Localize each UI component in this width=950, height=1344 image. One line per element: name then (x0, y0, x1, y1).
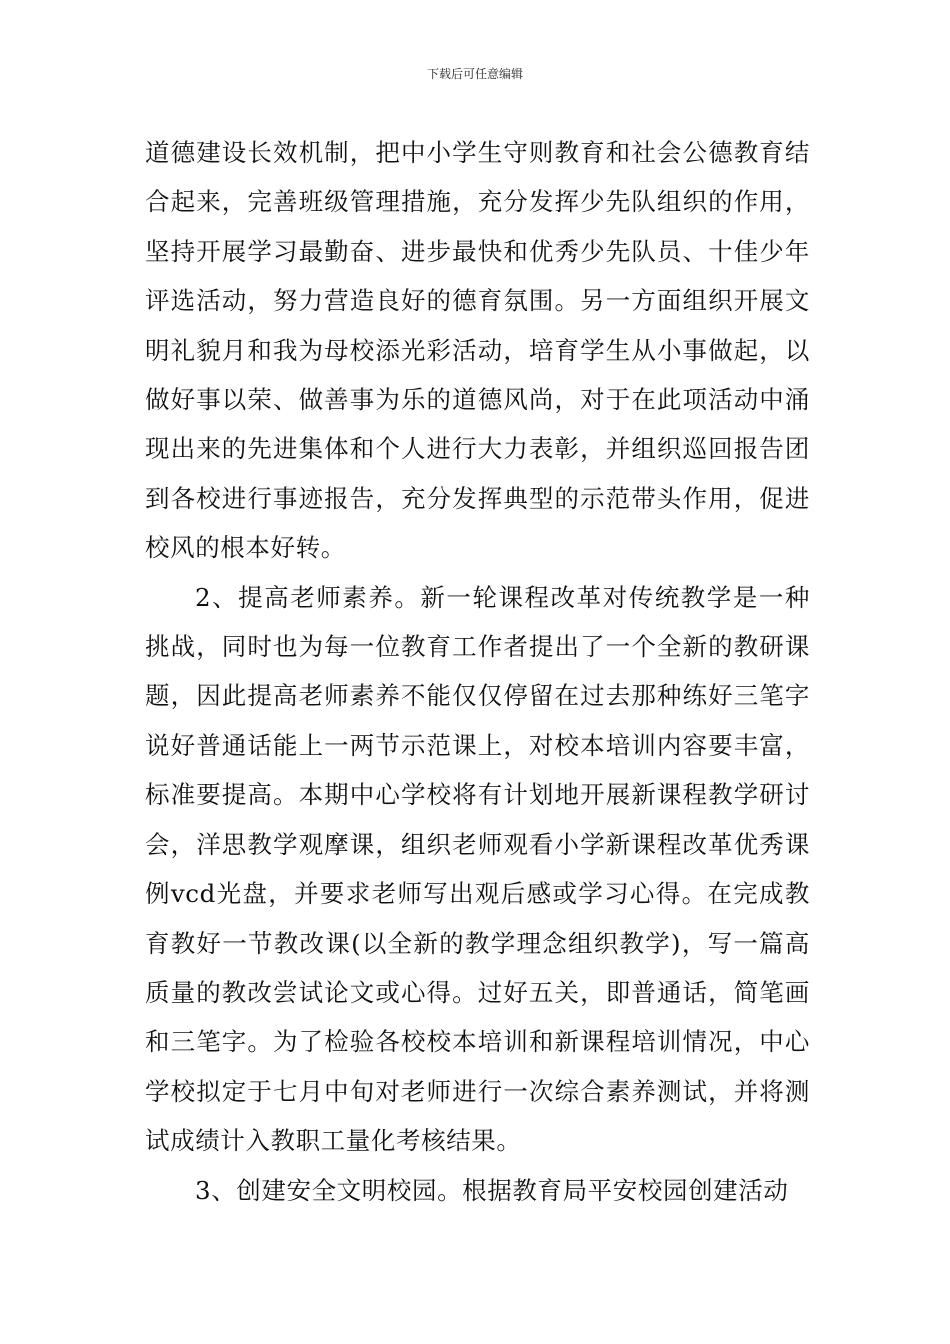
paragraph-moral-education: 道德建设长效机制，把中小学生守则教育和社会公德教育结合起来，完善班级管理措施，充分发挥少先队组织的作用，坚持开展学习最勤奋、进步最快和优秀少先队员、十佳少年评选活动，努力营造良好的德育氛围。另一方面组织开展文明礼貌月和我为母校添光彩活动，培育学生从小事做起，以做好事以荣、做善事为乐的道德风尚，对于在此项活动中涌现出来的先进集体和个人进行大力表彰，并组织巡回报告团到各校进行事迹报告，充分发挥典型的示范带头作用，促进校风的根本好转。 (145, 138, 810, 563)
document-body (145, 128, 810, 1215)
paragraph-teacher-quality: 2、提高老师素养。新一轮课程改革对传统教学是一种挑战，同时也为每一位教育工作者提出了一个全新的教研课题，因此提高老师素养不能仅仅停留在过去那种练好三笔字说好普通话能上一两节示范课上，对校本培训内容要丰富，标准要提高。本期中心学校将有计划地开展新课程教学研讨会，洋思教学观摩课，组织老师观看小学新课程改革优秀课例vcd光盘，并要求老师写出观后感或学习心得。在完成教育教好一节教改课(以全新的教学理念组织教学)，写一篇高质量的教改尝试论文或心得。过好五关，即普通话，简笔画和三笔字。为了检验各校校本培训和新课程培训情况，中心学校拟定于七月中旬对老师进行一次综合素养测试，并将测试成绩计入教职工量化考核结果。 (145, 582, 810, 1156)
paragraph-safe-campus: 3、创建安全文明校园。根据教育局平安校园创建活动 (195, 1175, 789, 1205)
page-header: 下载后可任意编辑 (426, 67, 523, 81)
